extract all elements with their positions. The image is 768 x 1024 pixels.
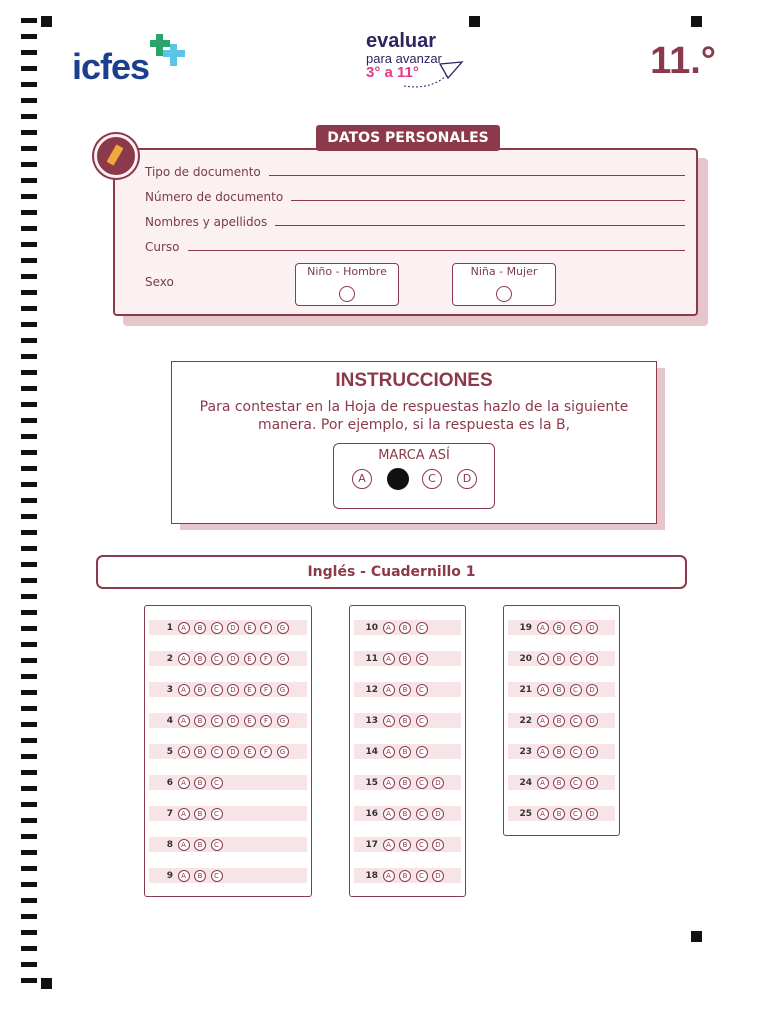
- answer-bubble-d[interactable]: D: [586, 684, 598, 696]
- answer-bubble-b[interactable]: B: [399, 777, 411, 789]
- timing-mark: [21, 578, 37, 583]
- timing-mark: [21, 226, 37, 231]
- question-row: [149, 868, 307, 883]
- answer-bubble-d[interactable]: D: [586, 715, 598, 727]
- example-bubble-c: C: [422, 469, 442, 489]
- answer-bubble-b[interactable]: B: [399, 653, 411, 665]
- registration-mark: [41, 978, 52, 989]
- timing-mark: [21, 674, 37, 679]
- sexo-label: Sexo: [145, 275, 174, 289]
- answer-bubble-c[interactable]: C: [570, 715, 582, 727]
- paper-plane-icon: [404, 60, 464, 90]
- answer-bubble-a[interactable]: A: [178, 622, 190, 634]
- question-row: [508, 682, 615, 697]
- question-row: [508, 620, 615, 635]
- registration-mark: [41, 16, 52, 27]
- question-number: 12: [365, 684, 378, 695]
- evaluar-para-avanzar-logo: evaluar para avanzar 3° a 11°: [360, 30, 470, 92]
- timing-mark: [21, 514, 37, 519]
- timing-mark: [21, 594, 37, 599]
- answer-bubble-g[interactable]: G: [277, 684, 289, 696]
- question-row: [149, 620, 307, 635]
- timing-mark: [21, 850, 37, 855]
- sexo-option-hombre[interactable]: [295, 263, 399, 306]
- answer-bubble-a[interactable]: A: [383, 808, 395, 820]
- question-row: [149, 651, 307, 666]
- question-row: [354, 651, 461, 666]
- answer-bubble-d[interactable]: D: [227, 684, 239, 696]
- answer-bubble-d[interactable]: D: [586, 653, 598, 665]
- answer-bubble-d[interactable]: D: [432, 777, 444, 789]
- answer-bubble-a[interactable]: A: [383, 715, 395, 727]
- timing-mark: [21, 706, 37, 711]
- answer-bubble-b[interactable]: B: [553, 808, 565, 820]
- answer-bubble-c[interactable]: C: [570, 684, 582, 696]
- field-label: Nombres y apellidos: [145, 215, 268, 229]
- timing-mark: [21, 98, 37, 103]
- timing-mark: [21, 34, 37, 39]
- answer-bubble-g[interactable]: G: [277, 746, 289, 758]
- timing-mark: [21, 530, 37, 535]
- answer-bubble-d[interactable]: D: [586, 777, 598, 789]
- timing-mark: [21, 690, 37, 695]
- answer-bubble-b[interactable]: B: [399, 684, 411, 696]
- field-label: Tipo de documento: [145, 165, 261, 179]
- timing-mark: [21, 178, 37, 183]
- timing-mark: [21, 610, 37, 615]
- answer-bubble-c[interactable]: C: [416, 622, 428, 634]
- question-row: [354, 620, 461, 635]
- answer-bubble-c[interactable]: C: [211, 777, 223, 789]
- answer-bubble-d[interactable]: D: [227, 746, 239, 758]
- field-nombres-apellidos[interactable]: [145, 215, 685, 229]
- question-number: 17: [365, 839, 378, 850]
- question-number: 9: [166, 870, 173, 881]
- answer-bubble-c[interactable]: C: [416, 839, 428, 851]
- answer-bubble-a[interactable]: A: [178, 777, 190, 789]
- answer-bubble-b[interactable]: B: [194, 622, 206, 634]
- timing-mark: [21, 866, 37, 871]
- answer-bubble-e[interactable]: E: [244, 684, 256, 696]
- timing-mark: [21, 722, 37, 727]
- question-number: 2: [166, 653, 173, 664]
- answer-bubble-c[interactable]: C: [211, 653, 223, 665]
- timing-mark: [21, 914, 37, 919]
- answer-bubble-c[interactable]: C: [570, 622, 582, 634]
- question-number: 19: [519, 622, 532, 633]
- answer-bubble-b[interactable]: B: [194, 684, 206, 696]
- answer-bubble-c[interactable]: C: [570, 777, 582, 789]
- question-number: 5: [166, 746, 173, 757]
- timing-mark: [21, 466, 37, 471]
- question-row: [508, 713, 615, 728]
- answer-bubble-d[interactable]: D: [586, 746, 598, 758]
- answer-bubble-a[interactable]: A: [537, 777, 549, 789]
- question-number: 20: [519, 653, 532, 664]
- answer-bubble-c[interactable]: C: [211, 684, 223, 696]
- answer-bubble-c[interactable]: C: [570, 808, 582, 820]
- field-numero-documento[interactable]: [145, 190, 685, 204]
- example-mark-box: [333, 443, 495, 509]
- answer-bubble-c[interactable]: C: [416, 684, 428, 696]
- timing-mark: [21, 978, 37, 983]
- answer-bubble-a[interactable]: A: [178, 808, 190, 820]
- timing-mark: [21, 498, 37, 503]
- question-number: 4: [166, 715, 173, 726]
- answer-bubble-a[interactable]: A: [383, 684, 395, 696]
- answer-bubble-a[interactable]: A: [178, 870, 190, 882]
- example-bubble-b-filled: B: [387, 468, 409, 490]
- answer-column-3: [503, 605, 620, 836]
- timing-mark: [21, 658, 37, 663]
- answer-bubble-a[interactable]: A: [178, 746, 190, 758]
- question-number: 21: [519, 684, 532, 695]
- answer-bubble-c[interactable]: C: [416, 653, 428, 665]
- answer-bubble-c[interactable]: C: [570, 653, 582, 665]
- answer-bubble-c[interactable]: C: [211, 746, 223, 758]
- question-number: 1: [166, 622, 173, 633]
- instructions-title: INSTRUCCIONES: [335, 370, 493, 391]
- question-row: [508, 775, 615, 790]
- timing-mark: [21, 626, 37, 631]
- answer-bubble-b[interactable]: B: [194, 777, 206, 789]
- answer-bubble-c[interactable]: C: [416, 870, 428, 882]
- answer-bubble-c[interactable]: C: [211, 808, 223, 820]
- question-number: 3: [166, 684, 173, 695]
- answer-bubble-a[interactable]: A: [537, 684, 549, 696]
- timing-mark: [21, 818, 37, 823]
- question-row: [149, 775, 307, 790]
- timing-mark: [21, 114, 37, 119]
- answer-bubble-a[interactable]: A: [383, 653, 395, 665]
- answer-bubble-c[interactable]: C: [211, 622, 223, 634]
- answer-bubble-b[interactable]: B: [194, 653, 206, 665]
- timing-mark: [21, 242, 37, 247]
- field-tipo-documento[interactable]: [145, 165, 685, 179]
- pencil-icon: [94, 134, 138, 178]
- answer-bubble-c[interactable]: C: [416, 808, 428, 820]
- timing-mark: [21, 210, 37, 215]
- timing-mark: [21, 738, 37, 743]
- timing-mark: [21, 882, 37, 887]
- timing-mark: [21, 482, 37, 487]
- timing-mark: [21, 130, 37, 135]
- answer-bubble-b[interactable]: B: [399, 870, 411, 882]
- example-bubble-a: A: [352, 469, 372, 489]
- answer-bubble-e[interactable]: E: [244, 653, 256, 665]
- timing-mark: [21, 194, 37, 199]
- answer-bubble-b[interactable]: B: [399, 622, 411, 634]
- answer-bubble-b[interactable]: B: [194, 746, 206, 758]
- answer-bubble-a[interactable]: A: [537, 622, 549, 634]
- answer-bubble-d[interactable]: D: [586, 622, 598, 634]
- question-row: [149, 837, 307, 852]
- registration-mark: [691, 16, 702, 27]
- answer-bubble-c[interactable]: C: [211, 870, 223, 882]
- grade-label: 11.°: [650, 40, 716, 82]
- question-row: [354, 775, 461, 790]
- question-number: 18: [365, 870, 378, 881]
- answer-bubble-d[interactable]: D: [227, 653, 239, 665]
- answer-bubble-a[interactable]: A: [383, 777, 395, 789]
- answer-bubble-a[interactable]: A: [537, 808, 549, 820]
- answer-bubble-e[interactable]: E: [244, 622, 256, 634]
- question-number: 8: [166, 839, 173, 850]
- timing-mark: [21, 770, 37, 775]
- answer-bubble-f[interactable]: F: [260, 746, 272, 758]
- timing-mark: [21, 402, 37, 407]
- timing-mark: [21, 290, 37, 295]
- question-row: [354, 806, 461, 821]
- timing-mark: [21, 898, 37, 903]
- answer-bubble-e[interactable]: E: [244, 746, 256, 758]
- question-row: [354, 868, 461, 883]
- question-number: 13: [365, 715, 378, 726]
- icfes-cross-icon: [150, 32, 186, 68]
- timing-mark: [21, 562, 37, 567]
- answer-bubble-a[interactable]: A: [383, 839, 395, 851]
- answer-bubble-b[interactable]: B: [553, 715, 565, 727]
- answer-bubble-a[interactable]: A: [537, 715, 549, 727]
- timing-mark: [21, 834, 37, 839]
- answer-bubble-d[interactable]: D: [227, 715, 239, 727]
- answer-bubble-a[interactable]: A: [178, 715, 190, 727]
- timing-mark: [21, 802, 37, 807]
- timing-mark: [21, 946, 37, 951]
- question-row: [149, 806, 307, 821]
- answer-bubble-b[interactable]: B: [553, 653, 565, 665]
- timing-mark: [21, 66, 37, 71]
- answer-bubble-b[interactable]: B: [194, 839, 206, 851]
- sexo-bubble[interactable]: [496, 286, 512, 302]
- instructions-text: Para contestar en la Hoja de respuestas hazlo de la siguiente manera. Por ejemplo, si la respuesta es la B,: [199, 399, 629, 433]
- answer-bubble-b[interactable]: B: [553, 684, 565, 696]
- example-mark-label: MARCA ASÍ: [378, 448, 450, 463]
- sexo-option-mujer[interactable]: [452, 263, 556, 306]
- question-row: [354, 744, 461, 759]
- answer-bubble-f[interactable]: F: [260, 622, 272, 634]
- answer-bubble-d[interactable]: D: [432, 870, 444, 882]
- timing-marks: [21, 18, 37, 998]
- timing-mark: [21, 962, 37, 967]
- question-number: 23: [519, 746, 532, 757]
- answer-bubble-g[interactable]: G: [277, 622, 289, 634]
- answer-bubble-b[interactable]: B: [399, 715, 411, 727]
- timing-mark: [21, 274, 37, 279]
- timing-mark: [21, 82, 37, 87]
- field-curso[interactable]: [145, 240, 685, 254]
- answer-bubble-c[interactable]: C: [416, 746, 428, 758]
- answer-bubble-b[interactable]: B: [553, 777, 565, 789]
- timing-mark: [21, 642, 37, 647]
- answer-bubble-g[interactable]: G: [277, 653, 289, 665]
- timing-mark: [21, 306, 37, 311]
- answer-bubble-a[interactable]: A: [178, 839, 190, 851]
- timing-mark: [21, 370, 37, 375]
- answer-bubble-b[interactable]: B: [194, 808, 206, 820]
- sexo-option-label: Niño - Hombre: [307, 265, 387, 278]
- answer-bubble-a[interactable]: A: [383, 622, 395, 634]
- sexo-option-label: Niña - Mujer: [470, 265, 538, 278]
- answer-bubble-a[interactable]: A: [178, 653, 190, 665]
- answer-bubble-b[interactable]: B: [399, 746, 411, 758]
- answer-bubble-c[interactable]: C: [211, 715, 223, 727]
- timing-mark: [21, 546, 37, 551]
- question-number: 24: [519, 777, 532, 788]
- question-row: [354, 682, 461, 697]
- answer-bubble-b[interactable]: B: [194, 715, 206, 727]
- answer-bubble-d[interactable]: D: [586, 808, 598, 820]
- question-number: 16: [365, 808, 378, 819]
- answer-bubble-b[interactable]: B: [553, 622, 565, 634]
- answer-bubble-b[interactable]: B: [553, 746, 565, 758]
- answer-bubble-b[interactable]: B: [194, 870, 206, 882]
- timing-mark: [21, 162, 37, 167]
- question-row: [149, 744, 307, 759]
- registration-mark: [691, 931, 702, 942]
- registration-mark: [469, 16, 480, 27]
- answer-bubble-c[interactable]: C: [570, 746, 582, 758]
- section-title: Inglés - Cuadernillo 1: [96, 555, 687, 589]
- question-row: [149, 713, 307, 728]
- field-label: Curso: [145, 240, 180, 254]
- question-row: [508, 744, 615, 759]
- answer-bubble-f[interactable]: F: [260, 653, 272, 665]
- question-row: [149, 682, 307, 697]
- question-number: 22: [519, 715, 532, 726]
- answer-bubble-b[interactable]: B: [399, 839, 411, 851]
- answer-bubble-d[interactable]: D: [227, 622, 239, 634]
- answer-bubble-f[interactable]: F: [260, 715, 272, 727]
- timing-mark: [21, 338, 37, 343]
- timing-mark: [21, 754, 37, 759]
- answer-bubble-a[interactable]: A: [537, 653, 549, 665]
- timing-mark: [21, 50, 37, 55]
- answer-bubble-d[interactable]: D: [432, 808, 444, 820]
- question-number: 6: [166, 777, 173, 788]
- timing-mark: [21, 418, 37, 423]
- answer-bubble-a[interactable]: A: [383, 870, 395, 882]
- question-number: 14: [365, 746, 378, 757]
- question-row: [508, 806, 615, 821]
- question-number: 7: [166, 808, 173, 819]
- answer-bubble-c[interactable]: C: [416, 777, 428, 789]
- question-row: [354, 837, 461, 852]
- answer-bubble-a[interactable]: A: [178, 684, 190, 696]
- timing-mark: [21, 930, 37, 935]
- question-row: [354, 713, 461, 728]
- question-number: 15: [365, 777, 378, 788]
- timing-mark: [21, 258, 37, 263]
- question-number: 25: [519, 808, 532, 819]
- answer-bubble-e[interactable]: E: [244, 715, 256, 727]
- answer-bubble-c[interactable]: C: [211, 839, 223, 851]
- answer-bubble-c[interactable]: C: [416, 715, 428, 727]
- timing-mark: [21, 322, 37, 327]
- answer-column-1: [144, 605, 312, 897]
- answer-bubble-b[interactable]: B: [399, 808, 411, 820]
- answer-bubble-f[interactable]: F: [260, 684, 272, 696]
- timing-mark: [21, 786, 37, 791]
- question-row: [508, 651, 615, 666]
- timing-mark: [21, 354, 37, 359]
- answer-bubble-a[interactable]: A: [537, 746, 549, 758]
- question-number: 10: [365, 622, 378, 633]
- example-bubble-d: D: [457, 469, 477, 489]
- timing-mark: [21, 450, 37, 455]
- sexo-bubble[interactable]: [339, 286, 355, 302]
- question-number: 11: [365, 653, 378, 664]
- icfes-logo: icfes: [72, 32, 192, 88]
- answer-bubble-a[interactable]: A: [383, 746, 395, 758]
- timing-mark: [21, 146, 37, 151]
- personal-data-title: DATOS PERSONALES: [316, 125, 500, 151]
- timing-mark: [21, 18, 37, 23]
- answer-column-2: [349, 605, 466, 897]
- answer-bubble-d[interactable]: D: [432, 839, 444, 851]
- timing-mark: [21, 434, 37, 439]
- timing-mark: [21, 386, 37, 391]
- answer-bubble-g[interactable]: G: [277, 715, 289, 727]
- field-label: Número de documento: [145, 190, 284, 204]
